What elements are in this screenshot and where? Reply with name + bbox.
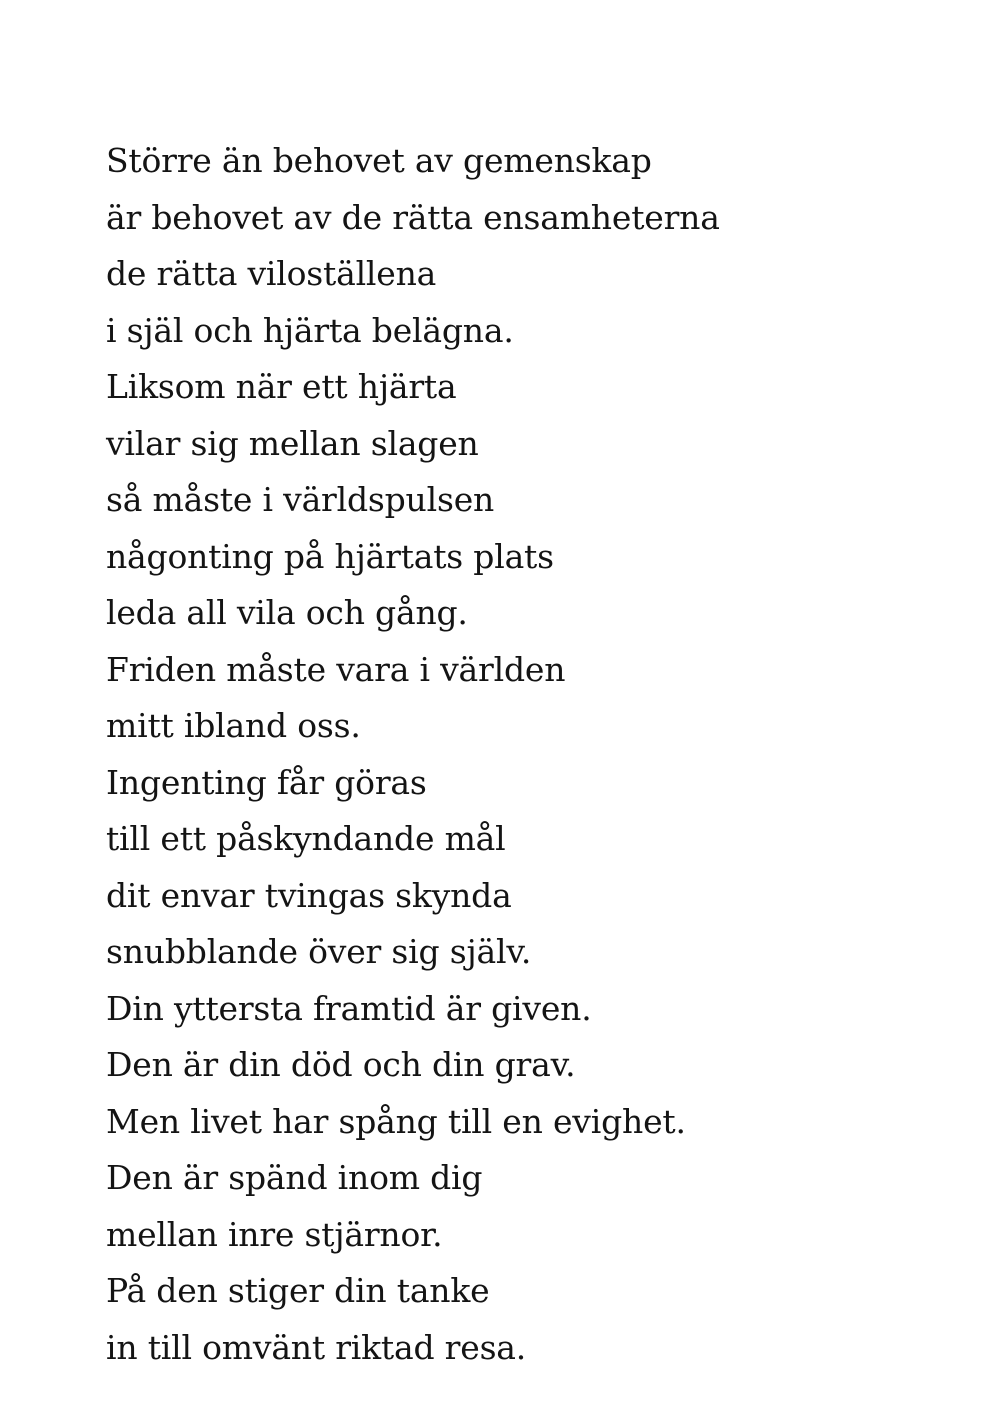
poem-line: in till omvänt riktad resa.	[106, 1327, 527, 1367]
poem-line: vilar sig mellan slagen	[106, 423, 479, 463]
poem-line: Men livet har spång till en evighet.	[106, 1101, 686, 1141]
poem-text	[106, 133, 906, 1376]
poem-line: så måste i världspulsen	[106, 480, 495, 519]
poem-line: till ett påskyndande mål	[106, 819, 506, 858]
poem-line: någonting på hjärtats plats	[106, 536, 554, 576]
poem-line: På den stiger din tanke	[106, 1271, 490, 1310]
poem-line: Den är spänd inom dig	[106, 1158, 483, 1197]
poem-line: är behovet av de rätta ensamheterna	[106, 197, 720, 237]
poem-line: mellan inre stjärnor.	[106, 1214, 443, 1254]
poem-line: de rätta viloställena	[106, 254, 437, 293]
poem-line: Större än behovet av gemenskap	[106, 141, 652, 180]
poem-line: mitt ibland oss.	[106, 706, 361, 745]
poem-line: Den är din död och din grav.	[106, 1045, 576, 1084]
poem-line: leda all vila och gång.	[106, 593, 468, 632]
poem-line: Liksom när ett hjärta	[106, 367, 457, 406]
poem-line: i själ och hjärta belägna.	[106, 310, 514, 350]
poem-line: Friden måste vara i världen	[106, 649, 566, 689]
poem-line: snubblande över sig själv.	[106, 932, 532, 971]
poem-line: Ingenting får göras	[106, 762, 427, 802]
poem-line: dit envar tvingas skynda	[106, 875, 512, 915]
poem-line: Din yttersta framtid är given.	[106, 988, 592, 1028]
